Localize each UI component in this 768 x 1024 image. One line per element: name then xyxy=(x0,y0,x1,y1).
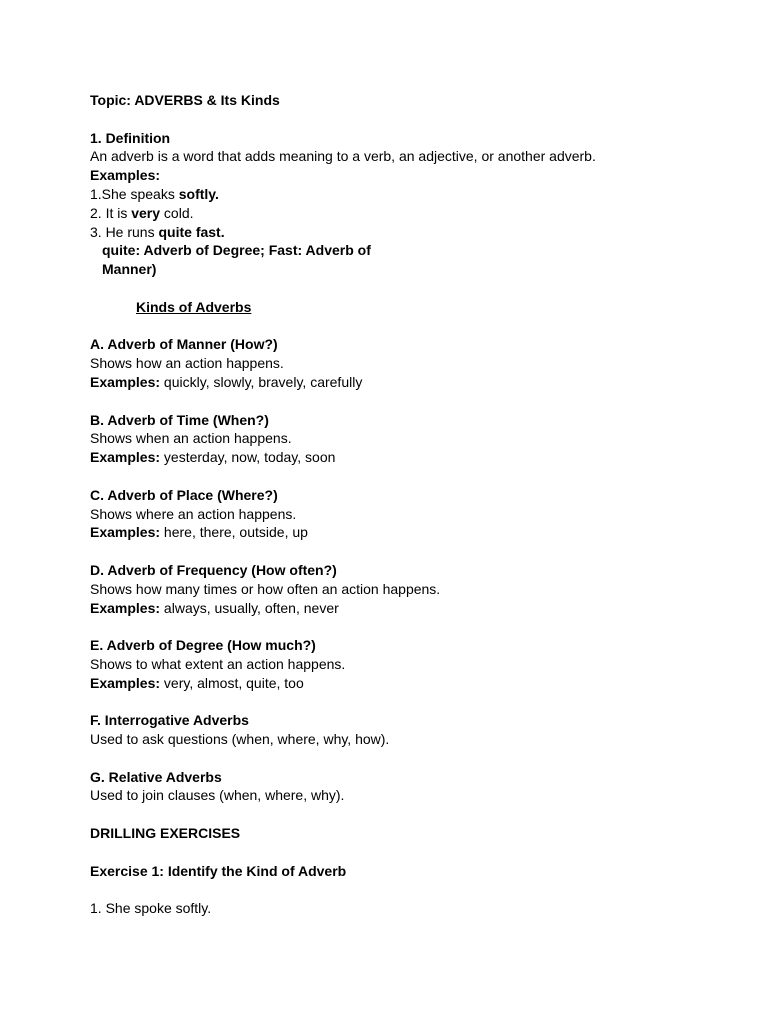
kind-e-examples-label: Examples: xyxy=(90,674,161,691)
kind-c-heading: C. Adverb of Place (Where?) xyxy=(90,486,278,503)
document-page xyxy=(90,91,730,918)
kind-a-desc: Shows how an action happens. xyxy=(90,355,284,372)
exercise-1-heading: Exercise 1: Identify the Kind of Adverb xyxy=(90,862,347,879)
spacer xyxy=(90,279,730,298)
kind-d-examples-text: always, usually, often, never xyxy=(160,599,339,616)
example-1-bold: softly. xyxy=(178,185,219,202)
example-3-pre: 3. He runs xyxy=(90,223,159,240)
example-2 xyxy=(90,204,730,223)
spacer xyxy=(90,749,730,768)
spacer xyxy=(90,693,730,712)
example-note-line-2: Manner) xyxy=(102,261,157,278)
kind-a-examples xyxy=(90,373,730,392)
example-1 xyxy=(90,185,730,204)
exercise-1-item-1: 1. She spoke softly. xyxy=(90,900,212,917)
definition-heading: 1. Definition xyxy=(90,129,171,146)
kind-e-heading: E. Adverb of Degree (How much?) xyxy=(90,637,316,654)
spacer xyxy=(90,467,730,486)
kind-a-examples-text: quickly, slowly, bravely, carefully xyxy=(160,373,363,390)
topic-heading: Topic: ADVERBS & Its Kinds xyxy=(90,92,280,108)
kind-g-heading: G. Relative Adverbs xyxy=(90,768,222,785)
example-2-pre: 2. It is xyxy=(90,204,132,221)
kind-d-desc: Shows how many times or how often an action happens. xyxy=(90,580,441,597)
kind-b-heading: B. Adverb of Time (When?) xyxy=(90,411,269,428)
kinds-title: Kinds of Adverbs xyxy=(136,298,252,315)
kind-b-examples-label: Examples: xyxy=(90,449,161,466)
kind-d-examples xyxy=(90,599,730,618)
kind-f-desc: Used to ask questions (when, where, why, how). xyxy=(90,731,390,748)
examples-label: Examples: xyxy=(90,167,161,184)
kind-c-examples-text: here, there, outside, up xyxy=(160,524,308,541)
kind-f-heading: F. Interrogative Adverbs xyxy=(90,712,249,729)
kind-c-examples-label: Examples: xyxy=(90,524,161,541)
example-2-post: cold. xyxy=(160,204,194,221)
spacer xyxy=(90,317,730,336)
kind-e-examples xyxy=(90,674,730,693)
kind-c-examples xyxy=(90,523,730,542)
kind-g-desc: Used to join clauses (when, where, why). xyxy=(90,787,345,804)
spacer xyxy=(90,392,730,411)
kind-b-desc: Shows when an action happens. xyxy=(90,430,292,447)
example-2-bold: very xyxy=(131,204,161,221)
example-3 xyxy=(90,223,730,242)
spacer xyxy=(90,110,730,129)
spacer xyxy=(90,617,730,636)
spacer xyxy=(90,805,730,824)
example-1-pre: 1.She speaks xyxy=(90,185,179,202)
kind-e-desc: Shows to what extent an action happens. xyxy=(90,655,346,672)
definition-text: An adverb is a word that adds meaning to a verb, an adjective, or another adverb. xyxy=(90,148,596,165)
kind-c-desc: Shows where an action happens. xyxy=(90,505,297,522)
kind-b-examples xyxy=(90,448,730,467)
example-note-line-1: quite: Adverb of Degree; Fast: Adverb of xyxy=(102,242,371,259)
kind-b-examples-text: yesterday, now, today, soon xyxy=(160,449,336,466)
spacer xyxy=(90,843,730,862)
kind-d-heading: D. Adverb of Frequency (How often?) xyxy=(90,561,337,578)
spacer xyxy=(90,542,730,561)
kind-e-examples-text: very, almost, quite, too xyxy=(160,674,304,691)
spacer xyxy=(90,880,730,899)
kind-d-examples-label: Examples: xyxy=(90,599,161,616)
example-3-bold: quite fast. xyxy=(158,223,225,240)
drilling-heading: DRILLING EXERCISES xyxy=(90,825,241,842)
kind-a-examples-label: Examples: xyxy=(90,373,161,390)
kind-a-heading: A. Adverb of Manner (How?) xyxy=(90,336,278,353)
